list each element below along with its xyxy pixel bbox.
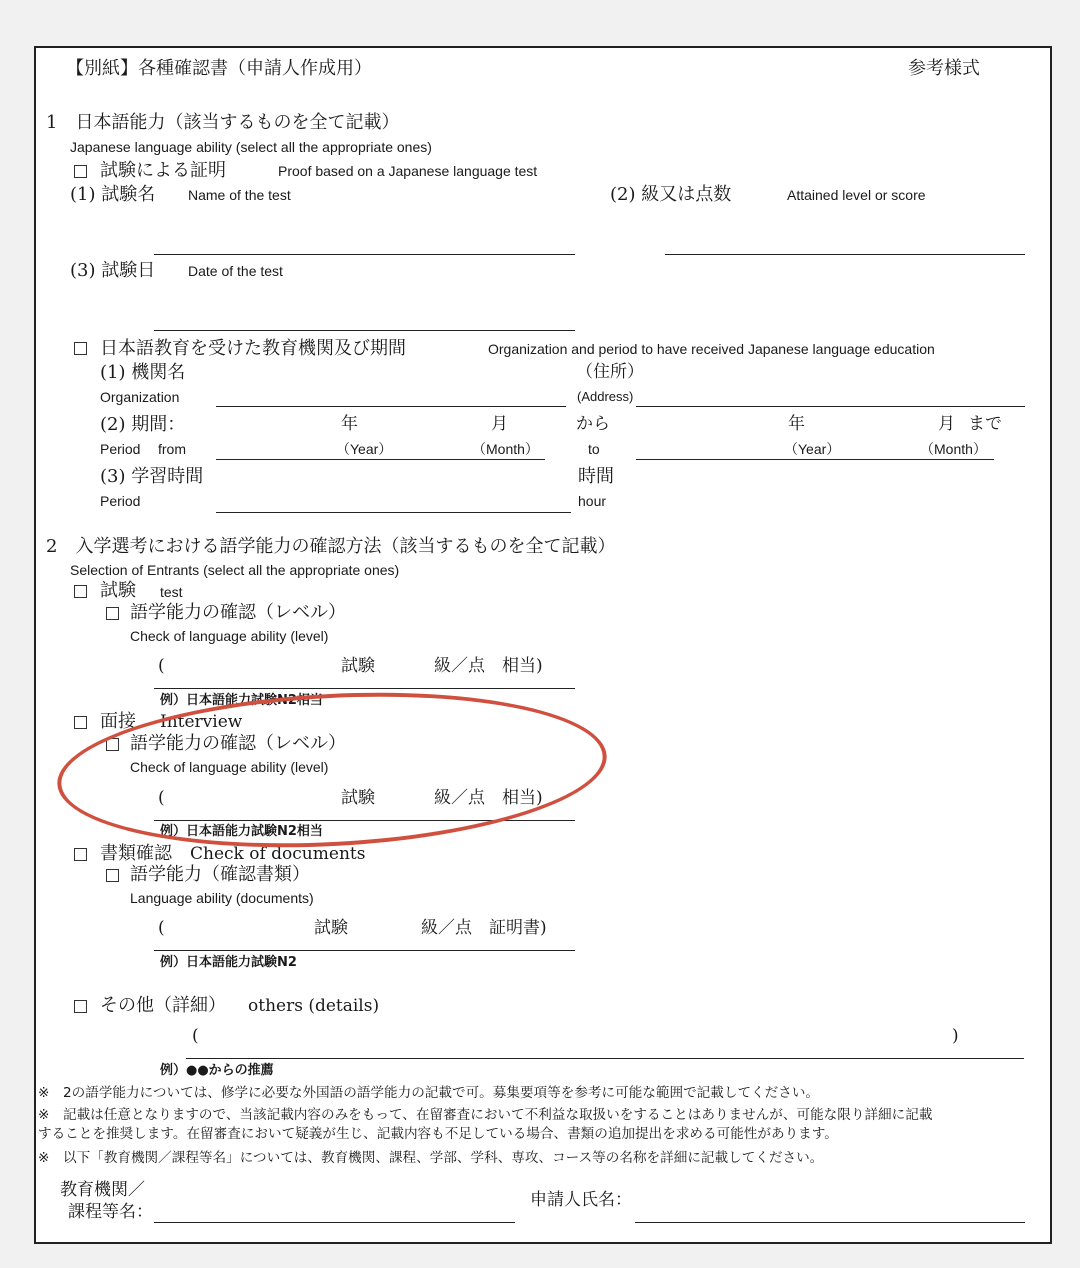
organization-label-en: Organization [100,389,180,405]
checkbox-documents[interactable] [74,848,87,861]
test-name-label-en: Name of the test [188,187,291,203]
address-label: （住所） [576,362,644,382]
note-2-line-2: することを推奨します。在留審査において疑義が生じ、記載内容も不足している場合、書類の追加提出を求める可能性があります。 [38,1126,838,1142]
test-level-field[interactable] [154,688,575,689]
section-2-heading-en: Selection of Entrants (select all the appropriate ones) [70,562,400,578]
note-2-line-1: ※ 記載は任意となりますので、当該記載内容のみをもって、在留審査において不利益な取扱いをすることはありませんが、可能な限り詳細に記載 [38,1107,933,1123]
other-example: 例）●●からの推薦 [160,1063,274,1078]
made-label: まで [968,414,1002,434]
education-label: 日本語教育を受けた教育機関及び期間 [100,338,406,359]
test-date-field[interactable] [154,330,575,331]
other-paren-close: ) [952,1026,959,1046]
from-month-label-en: （Month） [472,441,539,457]
note-1: ※ 2の語学能力については、修学に必要な外国語の語学能力の記載で可。募集要項等を参考に可能な範囲で記載してください。 [38,1085,820,1101]
address-label-en: (Address) [577,389,634,404]
checkbox-documents-level[interactable] [106,869,119,882]
documents-label: 書類確認 [100,843,172,864]
from-month-label: 月 [491,414,508,434]
test-exam-label: 試験 [341,656,375,676]
test-method-label: 試験 [100,580,136,601]
checkbox-test-level[interactable] [106,607,119,620]
to-year-label-en: （Year） [784,441,841,457]
institution-label-line-1: 教育機関／ [60,1180,145,1200]
note-3: ※ 以下「教育機関／課程等名」については、教育機関、課程、学部、学科、専攻、コース等の名称を詳細に記載してください。 [38,1150,824,1166]
applicant-name-field[interactable] [635,1222,1025,1223]
checkbox-other[interactable] [74,1000,87,1013]
documents-grade-cert-label: 級／点 証明書) [421,918,547,938]
section-1-heading-en: Japanese language ability (select all the appropriate ones) [70,139,432,155]
test-level-field[interactable] [665,254,1025,255]
interview-example: 例）日本語能力試験N2相当 [160,824,323,839]
test-name-field[interactable] [154,254,575,255]
from-year-label: 年 [341,414,358,434]
interview-label: 面接 [100,711,136,732]
checkbox-japanese-education[interactable] [74,342,87,355]
jikan-label: 時間 [578,466,614,487]
interview-level-check-label: 語学能力の確認（レベル） [130,733,346,754]
organization-label: (1) 機関名 [100,362,186,383]
test-level-check-label-en: Check of language ability (level) [130,628,329,644]
test-proof-label: 試験による証明 [100,160,226,181]
checkbox-interview[interactable] [74,716,87,729]
institution-field[interactable] [154,1222,515,1223]
checkbox-test[interactable] [74,585,87,598]
to-month-label: 月 [938,414,955,434]
confirmation-form [34,46,1052,1244]
documents-label-en: Check of documents [190,844,366,864]
interview-level-check-label-en: Check of language ability (level) [130,759,329,775]
period-to-field[interactable] [636,459,994,460]
period-label-en: Period [100,441,141,457]
documents-level-field[interactable] [154,950,575,951]
interview-level-field[interactable] [154,820,575,821]
to-year-label: 年 [788,414,805,434]
to-month-label-en: （Month） [920,441,987,457]
test-proof-label-en: Proof based on a Japanese language test [278,163,538,179]
from-year-label-en: （Year） [336,441,393,457]
other-label-en: others (details) [248,996,380,1016]
organization-field[interactable] [216,406,566,407]
period-label: (2) 期間： [100,414,186,435]
checkbox-test-proof[interactable] [74,165,87,178]
other-label: その他（詳細） [100,995,226,1016]
test-date-label: (3) 試験日 [70,260,156,281]
other-details-field[interactable] [186,1058,1024,1059]
institution-label-line-2: 課程等名： [68,1202,153,1222]
section-1-heading: 1 日本語能力（該当するものを全て記載） [46,112,400,133]
period-from-en: from [158,441,186,457]
test-name-label: (1) 試験名 [70,184,156,205]
study-hours-field[interactable] [216,512,571,513]
form-title: 【別紙】各種確認書（申請人作成用） [66,58,372,79]
interview-grade-equiv-label: 級／点 相当) [434,788,543,808]
education-label-en: Organization and period to have received Japanese language education [488,341,935,357]
period-from-field[interactable] [216,459,545,460]
test-date-label-en: Date of the test [188,263,283,279]
reference-format-label: 参考様式 [908,58,980,79]
documents-example: 例）日本語能力試験N2 [160,955,297,970]
test-example: 例）日本語能力試験N2相当 [160,693,323,708]
to-label-en: to [588,441,600,457]
study-hours-label-en: Period [100,493,141,509]
test-method-label-en: test [160,584,183,600]
section-2-heading: 2 入学選考における語学能力の確認方法（該当するものを全て記載） [46,536,616,557]
kara-label: から [576,414,610,434]
test-paren-open: ( [158,656,165,676]
documents-sub-label-en: Language ability (documents) [130,890,314,906]
test-level-label: (2) 級又は点数 [610,184,732,205]
interview-paren-open: ( [158,788,165,808]
applicant-name-label: 申請人氏名： [530,1190,632,1210]
documents-sub-label: 語学能力（確認書類） [130,864,310,885]
documents-exam-label: 試験 [314,918,348,938]
other-paren-open: ( [192,1026,199,1046]
study-hours-label: (3) 学習時間 [100,466,204,487]
test-level-label-en: Attained level or score [787,187,926,203]
interview-label-en: Interview [160,712,243,732]
test-grade-equiv-label: 級／点 相当) [434,656,543,676]
hour-label-en: hour [578,493,607,509]
interview-exam-label: 試験 [341,788,375,808]
documents-paren-open: ( [158,918,165,938]
checkbox-interview-level[interactable] [106,738,119,751]
address-field[interactable] [636,406,1025,407]
test-level-check-label: 語学能力の確認（レベル） [130,602,346,623]
